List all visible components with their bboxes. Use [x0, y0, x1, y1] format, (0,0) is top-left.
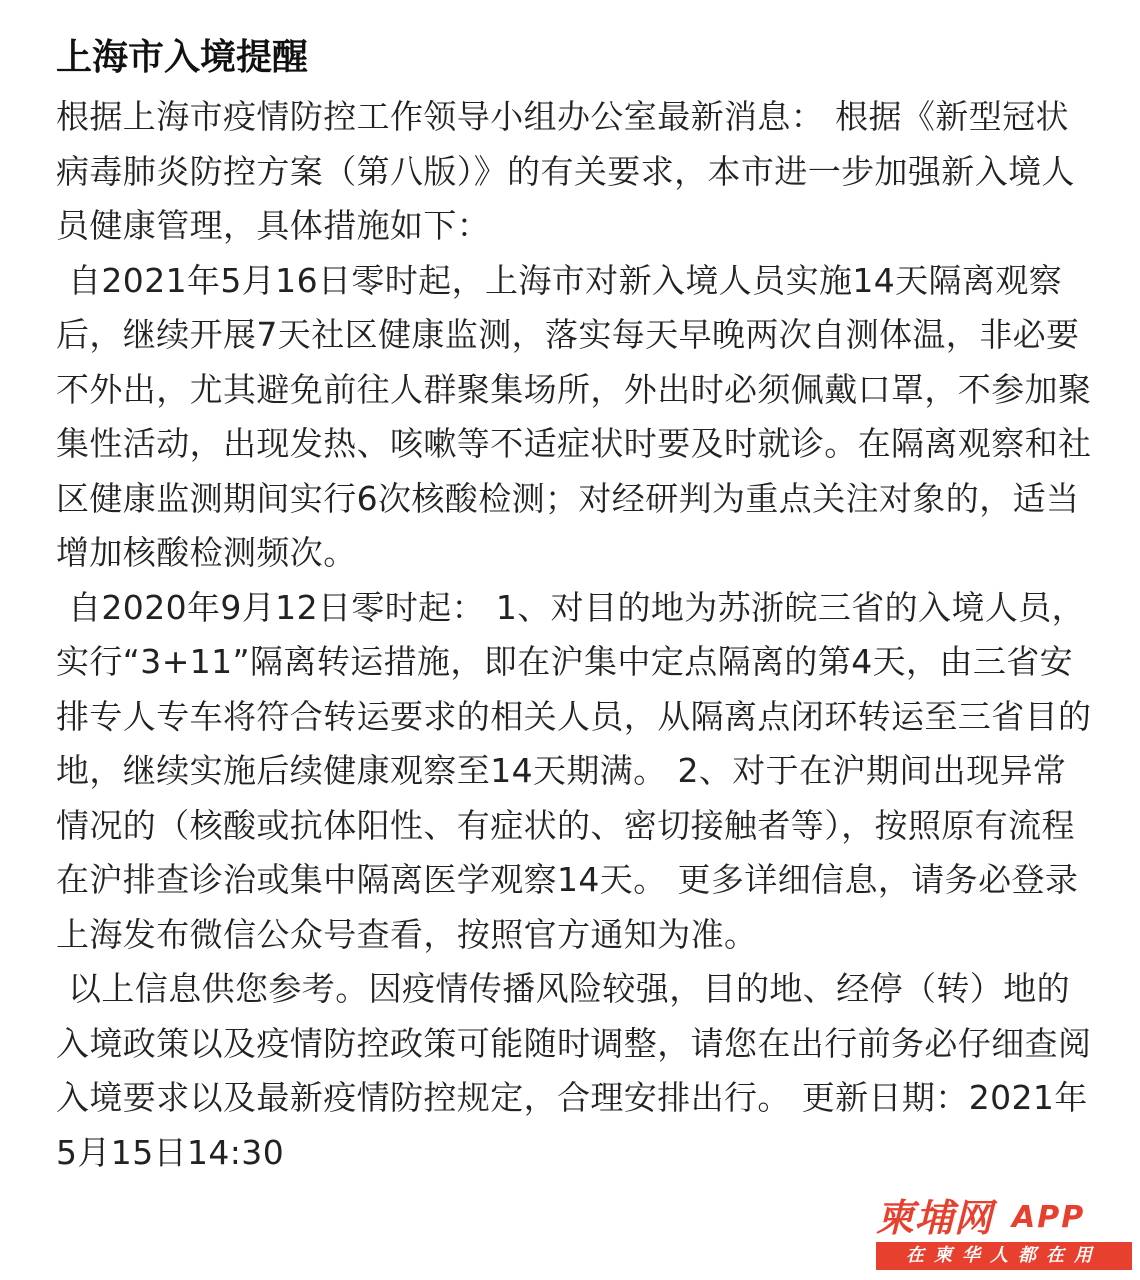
- watermark-logo: 柬埔网: [876, 1196, 994, 1240]
- watermark-app-label: APP: [1012, 1200, 1086, 1235]
- article-title: 上海市入境提醒: [56, 37, 309, 78]
- article-paragraph-2021-measures: 自2021年5月16日零时起，上海市对新入境人员实施14天隔离观察后，继续开展7天社区健康监测，落实每天早晚两次自测体温，非必要不外出，尤其避免前往人群聚集场所，外出时必须佩戴口罩，不参加聚集性活动，出现发热、咳嗽等不适症状时要及时就诊。在隔离观察和社区健康监测期间实行6次核酸检测；对经研判为重点关注对象的，适当增加核酸检测频次。: [56, 260, 1092, 572]
- article: [56, 30, 1096, 1180]
- article-paragraph-intro: 根据上海市疫情防控工作领导小组办公室最新消息： 根据《新型冠状病毒肺炎防控方案（第八版）》的有关要求，本市进一步加强新入境人员健康管理，具体措施如下：: [56, 97, 1075, 245]
- article-paragraph-2020-measures: 自2020年9月12日零时起： 1、对目的地为苏浙皖三省的入境人员，实行“3+11”隔离转运措施，即在沪集中定点隔离的第4天，由三省安排专人专车将符合转运要求的相关人员，从隔离点闭环转运至三省目的地，继续实施后续健康观察至14天期满。 2、对于在沪期间出现异常情况的（核酸或抗体阳性、有症状的、密切接触者等），按照原有流程在沪排查诊治或集中隔离医学观察14天。 更多详细信息，请务必登录上海发布微信公众号查看，按照官方通知为准。: [56, 587, 1092, 954]
- article-paragraph-notice: 以上信息供您参考。因疫情传播风险较强，目的地、经停（转）地的入境政策以及疫情防控政策可能随时调整，请您在出行前务必仔细查阅入境要求以及最新疫情防控规定，合理安排出行。 更新日期：2021年5月15日14:30: [56, 969, 1092, 1172]
- watermark-slogan: 在柬华人都在用: [876, 1242, 1132, 1270]
- app-watermark: [876, 1196, 1134, 1272]
